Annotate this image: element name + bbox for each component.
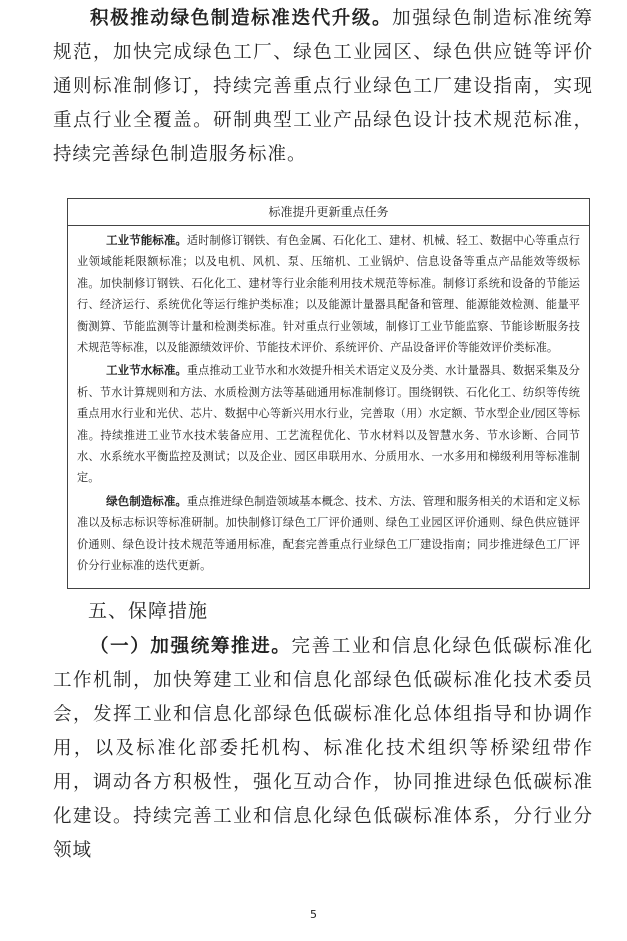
paragraph-heading: 积极推动绿色制造标准迭代升级。: [90, 8, 393, 29]
paragraph-text: 完善工业和信息化绿色低碳标准化工作机制，加快筹建工业和信息化部绿色低碳标准化技术委员会，发挥工业和信息化部绿色低碳标准化总体组指导和协调作用，以及标准化部委托机构、标准化技术组织等桥梁纽带作用，调动各方积极性，强化互动合作，协同推进绿色低碳标准化建设。持续完善工业和信息化绿色低碳标准体系，分行业分领域: [53, 636, 593, 861]
task-heading: 工业节水标准。: [106, 363, 187, 378]
task-water-saving: [77, 360, 580, 488]
task-text: 重点推进绿色制造领域基本概念、技术、方法、管理和服务相关的术语和定义标准以及标志标识等标准研制。加快制修订绿色工厂评价通则、绿色工业园区评价通则、绿色供应链评价通则、绿色设计技术规范等通用标准，配套完善重点行业绿色工厂建设指南；同步推进绿色工厂评价分行业标准的迭代更新。: [77, 494, 580, 573]
page-number: 5: [310, 908, 317, 921]
box-body: [68, 226, 589, 577]
box-title: 标准提升更新重点任务: [68, 199, 589, 226]
paragraph-heading: （一）加强统筹推进。: [90, 636, 292, 657]
key-tasks-box: [67, 198, 590, 589]
task-heading: 绿色制造标准。: [106, 493, 187, 508]
task-energy-saving: [77, 230, 580, 358]
task-text: 适时制修订钢铁、有色金属、石化化工、建材、机械、轻工、数据中心等重点行业领域能耗限额标准；以及电机、风机、泵、压缩机、工业锅炉、信息设备等重点产品能效等级标准。加快制修订钢铁、石化化工、建材等行业余能利用技术规范等标准。制修订系统和设备的节能运行、经济运行、系统优化等运行维护类标准；以及能源计量器具配备和管理、能源能效检测、能量平衡测算、节能监测等计量和检测类标准。针对重点行业领域，制修订工业节能监察、节能诊断服务技术规范等标准，以及能源绩效评价、节能技术评价、系统评价、产品设备评价等能效评价类标准。: [77, 234, 580, 355]
section-heading: 五、保障措施: [88, 600, 209, 622]
paragraph-text: 加强绿色制造标准统筹规范，加快完成绿色工厂、绿色工业园区、绿色供应链等评价通则标准制修订，持续完善重点行业绿色工厂建设指南，实现重点行业全覆盖。研制典型工业产品绿色设计技术规范标准，持续完善绿色制造服务标准。: [53, 8, 593, 165]
task-text: 重点推动工业节水和水效提升相关术语定义及分类、水计量器具、数据采集及分析、节水计算规则和方法、水质检测方法等基础通用标准制修订。围绕钢铁、石化化工、纺织等传统重点用水行业和光伏、芯片、数据中心等新兴用水行业，完善取（用）水定额、节水型企业/园区等标准。持续推进工业节水技术装备应用、工艺流程优化、节水材料以及智慧水务、节水诊断、合同节水、水系统水平衡监控及测试；以及企业、园区串联用水、分质用水、一水多用和梯级利用等标准制定。: [77, 364, 580, 485]
task-heading: 工业节能标准。: [106, 233, 187, 247]
paragraph-coordination: [53, 630, 593, 868]
paragraph-green-manufacturing: [53, 2, 593, 172]
task-green-manufacturing: [77, 491, 580, 577]
